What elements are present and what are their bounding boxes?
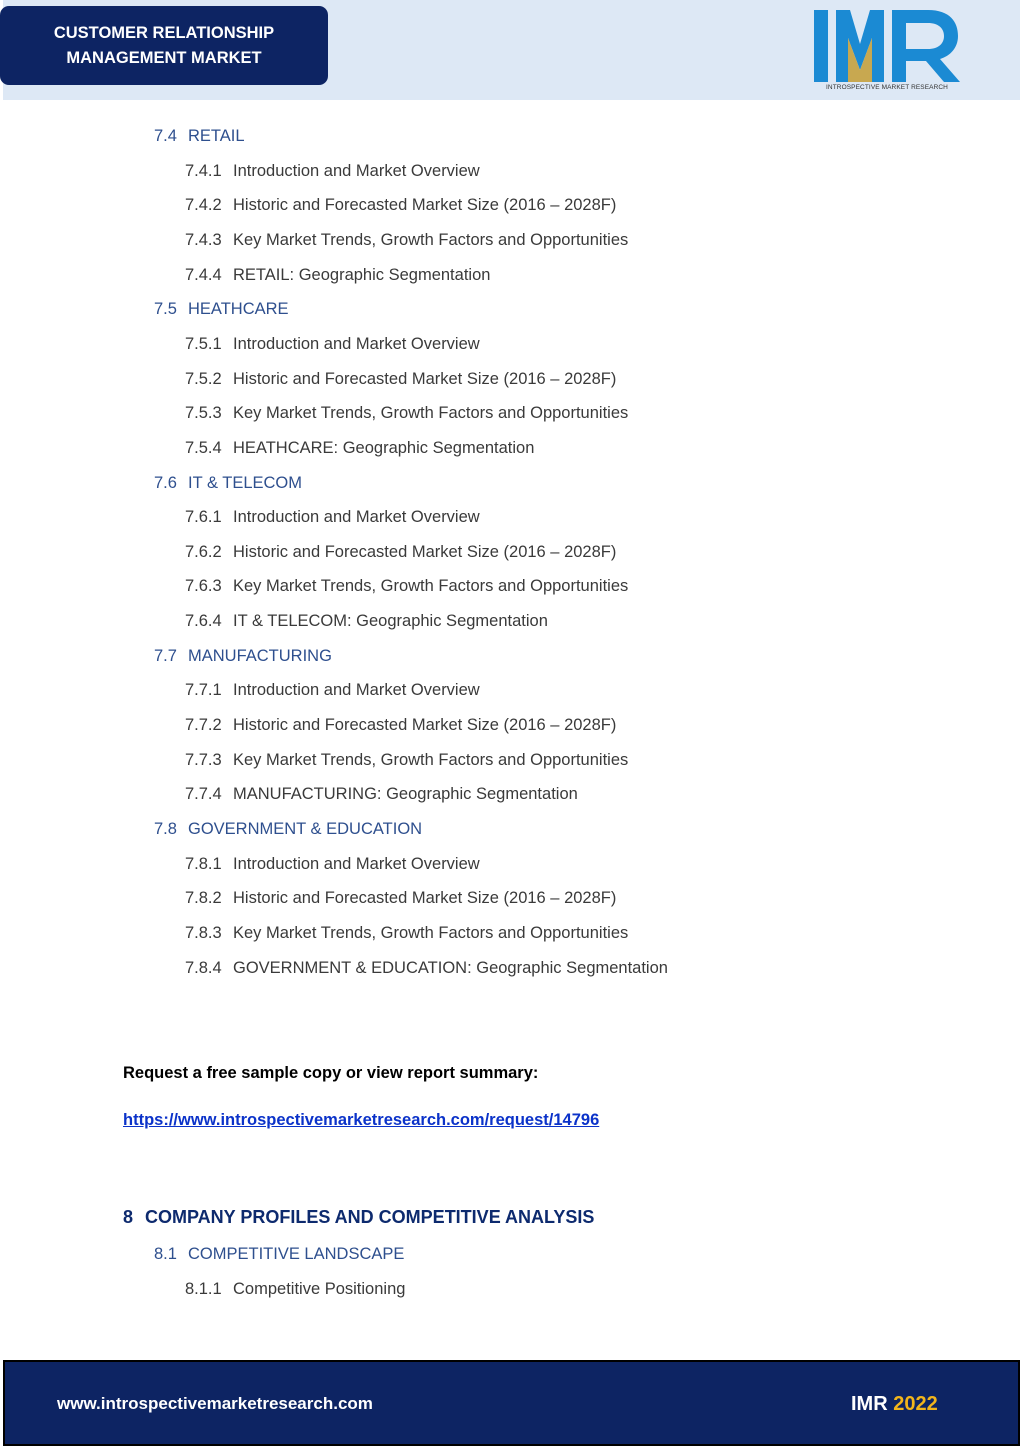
toc-item-text: Introduction and Market Overview (233, 855, 480, 873)
toc-item-number: 7.8.2 (185, 889, 222, 907)
logo-caption: INTROSPECTIVE MARKET RESEARCH (826, 84, 948, 91)
toc-item-number: 7.7.2 (185, 716, 222, 734)
toc-item-number: 7.4.4 (185, 266, 222, 284)
toc-item-number: 8.1 (154, 1245, 177, 1263)
toc-item-text: IT & TELECOM: Geographic Segmentation (233, 612, 548, 630)
toc-item-text: Historic and Forecasted Market Size (2016 – 2028F) (233, 370, 617, 388)
toc-item-number: 7.5 (154, 300, 177, 318)
toc-item-number: 7.6.4 (185, 612, 222, 630)
toc-item-number: 7.4 (154, 127, 177, 145)
footer-year: 2022 (893, 1393, 938, 1415)
toc-item-text: Historic and Forecasted Market Size (2016 – 2028F) (233, 889, 617, 907)
toc-item-text: COMPETITIVE LANDSCAPE (188, 1245, 405, 1263)
toc-subsection-item[interactable] (185, 403, 628, 423)
report-title-line2: MANAGEMENT MARKET (66, 48, 262, 67)
toc-subsection-item[interactable] (185, 369, 616, 389)
footer-url[interactable]: www.introspectivemarketresearch.com (57, 1394, 373, 1413)
toc-item-text: IT & TELECOM (188, 474, 303, 492)
request-label: Request a free sample copy or view report summary: (123, 1064, 539, 1082)
section-8-title: COMPANY PROFILES AND COMPETITIVE ANALYSIS (145, 1207, 595, 1227)
toc-item-number: 7.6.2 (185, 543, 222, 561)
footer-brand (851, 1393, 938, 1416)
toc-subsection-item[interactable] (185, 438, 534, 458)
toc-item-number: 7.6.3 (185, 577, 222, 595)
toc-item-number: 8.1.1 (185, 1280, 222, 1298)
toc-subsection-item[interactable] (185, 161, 480, 181)
toc-item-number: 7.8 (154, 820, 177, 838)
toc-item-text: Competitive Positioning (233, 1280, 406, 1298)
footer (3, 1360, 1020, 1446)
toc-subsection-item[interactable] (185, 750, 628, 770)
toc-item-text: Historic and Forecasted Market Size (2016 – 2028F) (233, 716, 617, 734)
toc-item-number: 7.5.2 (185, 370, 222, 388)
report-title-line1: CUSTOMER RELATIONSHIP (53, 23, 275, 42)
toc-section-item[interactable] (154, 646, 332, 666)
toc-item-text: Introduction and Market Overview (233, 335, 480, 353)
toc-item-text: Key Market Trends, Growth Factors and Opportunities (233, 924, 629, 942)
footer-brand-name: IMR (851, 1393, 888, 1415)
toc-item-number: 7.8.3 (185, 924, 222, 942)
toc-subsection-item[interactable] (185, 195, 616, 215)
toc-subsection-item[interactable] (185, 958, 668, 978)
toc-item-text: Historic and Forecasted Market Size (2016 – 2028F) (233, 543, 617, 561)
toc-item-text: MANUFACTURING: Geographic Segmentation (233, 785, 578, 803)
toc-subsection-item[interactable] (185, 507, 480, 527)
toc-item-text: Introduction and Market Overview (233, 681, 480, 699)
toc-item-number: 7.7.4 (185, 785, 222, 803)
toc-subsection-item[interactable] (185, 923, 628, 943)
report-title-box (0, 6, 328, 85)
toc-item-text: HEATHCARE: Geographic Segmentation (233, 439, 535, 457)
toc-item-number: 7.8.1 (185, 855, 222, 873)
toc-item-number: 7.6.1 (185, 508, 222, 526)
toc-item-number: 7.8.4 (185, 959, 222, 977)
toc-subsection-item[interactable] (185, 1279, 405, 1299)
toc-item-text: RETAIL: Geographic Segmentation (233, 266, 491, 284)
section-8-heading (123, 1207, 594, 1228)
toc-section-item[interactable] (154, 1244, 404, 1264)
toc-item-text: Introduction and Market Overview (233, 508, 480, 526)
toc-subsection-item[interactable] (185, 854, 480, 874)
toc-item-text: GOVERNMENT & EDUCATION: Geographic Segmentation (233, 959, 668, 977)
request-link[interactable]: https://www.introspectivemarketresearch.com/request/14796 (123, 1111, 600, 1129)
toc-item-number: 7.7 (154, 647, 177, 665)
toc-item-text: HEATHCARE (188, 300, 289, 318)
toc-item-text: MANUFACTURING (188, 647, 332, 665)
toc-item-text: Historic and Forecasted Market Size (2016 – 2028F) (233, 196, 617, 214)
toc-item-number: 7.7.1 (185, 681, 222, 699)
toc-subsection-item[interactable] (185, 715, 616, 735)
toc-item-text: Key Market Trends, Growth Factors and Opportunities (233, 404, 629, 422)
toc-subsection-item[interactable] (185, 576, 628, 596)
imr-logo (812, 8, 962, 96)
toc-subsection-item[interactable] (185, 334, 480, 354)
toc-item-text: Introduction and Market Overview (233, 162, 480, 180)
toc-subsection-item[interactable] (185, 611, 548, 631)
toc-item-number: 7.5.1 (185, 335, 222, 353)
toc-item-text: Key Market Trends, Growth Factors and Opportunities (233, 751, 629, 769)
toc-item-number: 7.5.3 (185, 404, 222, 422)
toc-item-number: 7.7.3 (185, 751, 222, 769)
toc-section-item[interactable] (154, 473, 302, 493)
section-8-number: 8 (123, 1207, 134, 1227)
toc-item-number: 7.4.1 (185, 162, 222, 180)
toc-subsection-item[interactable] (185, 265, 490, 285)
toc-item-text: RETAIL (188, 127, 245, 145)
toc-item-text: Key Market Trends, Growth Factors and Opportunities (233, 231, 629, 249)
toc-item-number: 7.4.2 (185, 196, 222, 214)
toc-subsection-item[interactable] (185, 680, 480, 700)
toc-subsection-item[interactable] (185, 230, 628, 250)
toc-item-number: 7.4.3 (185, 231, 222, 249)
toc-subsection-item[interactable] (185, 888, 616, 908)
toc-item-number: 7.6 (154, 474, 177, 492)
toc-subsection-item[interactable] (185, 784, 578, 804)
toc-section-item[interactable] (154, 819, 422, 839)
imr-logo-icon (812, 8, 962, 84)
toc-item-number: 7.5.4 (185, 439, 222, 457)
toc-section-item[interactable] (154, 126, 245, 146)
toc-item-text: GOVERNMENT & EDUCATION (188, 820, 423, 838)
toc-section-item[interactable] (154, 299, 289, 319)
toc-subsection-item[interactable] (185, 542, 616, 562)
toc-item-text: Key Market Trends, Growth Factors and Opportunities (233, 577, 629, 595)
